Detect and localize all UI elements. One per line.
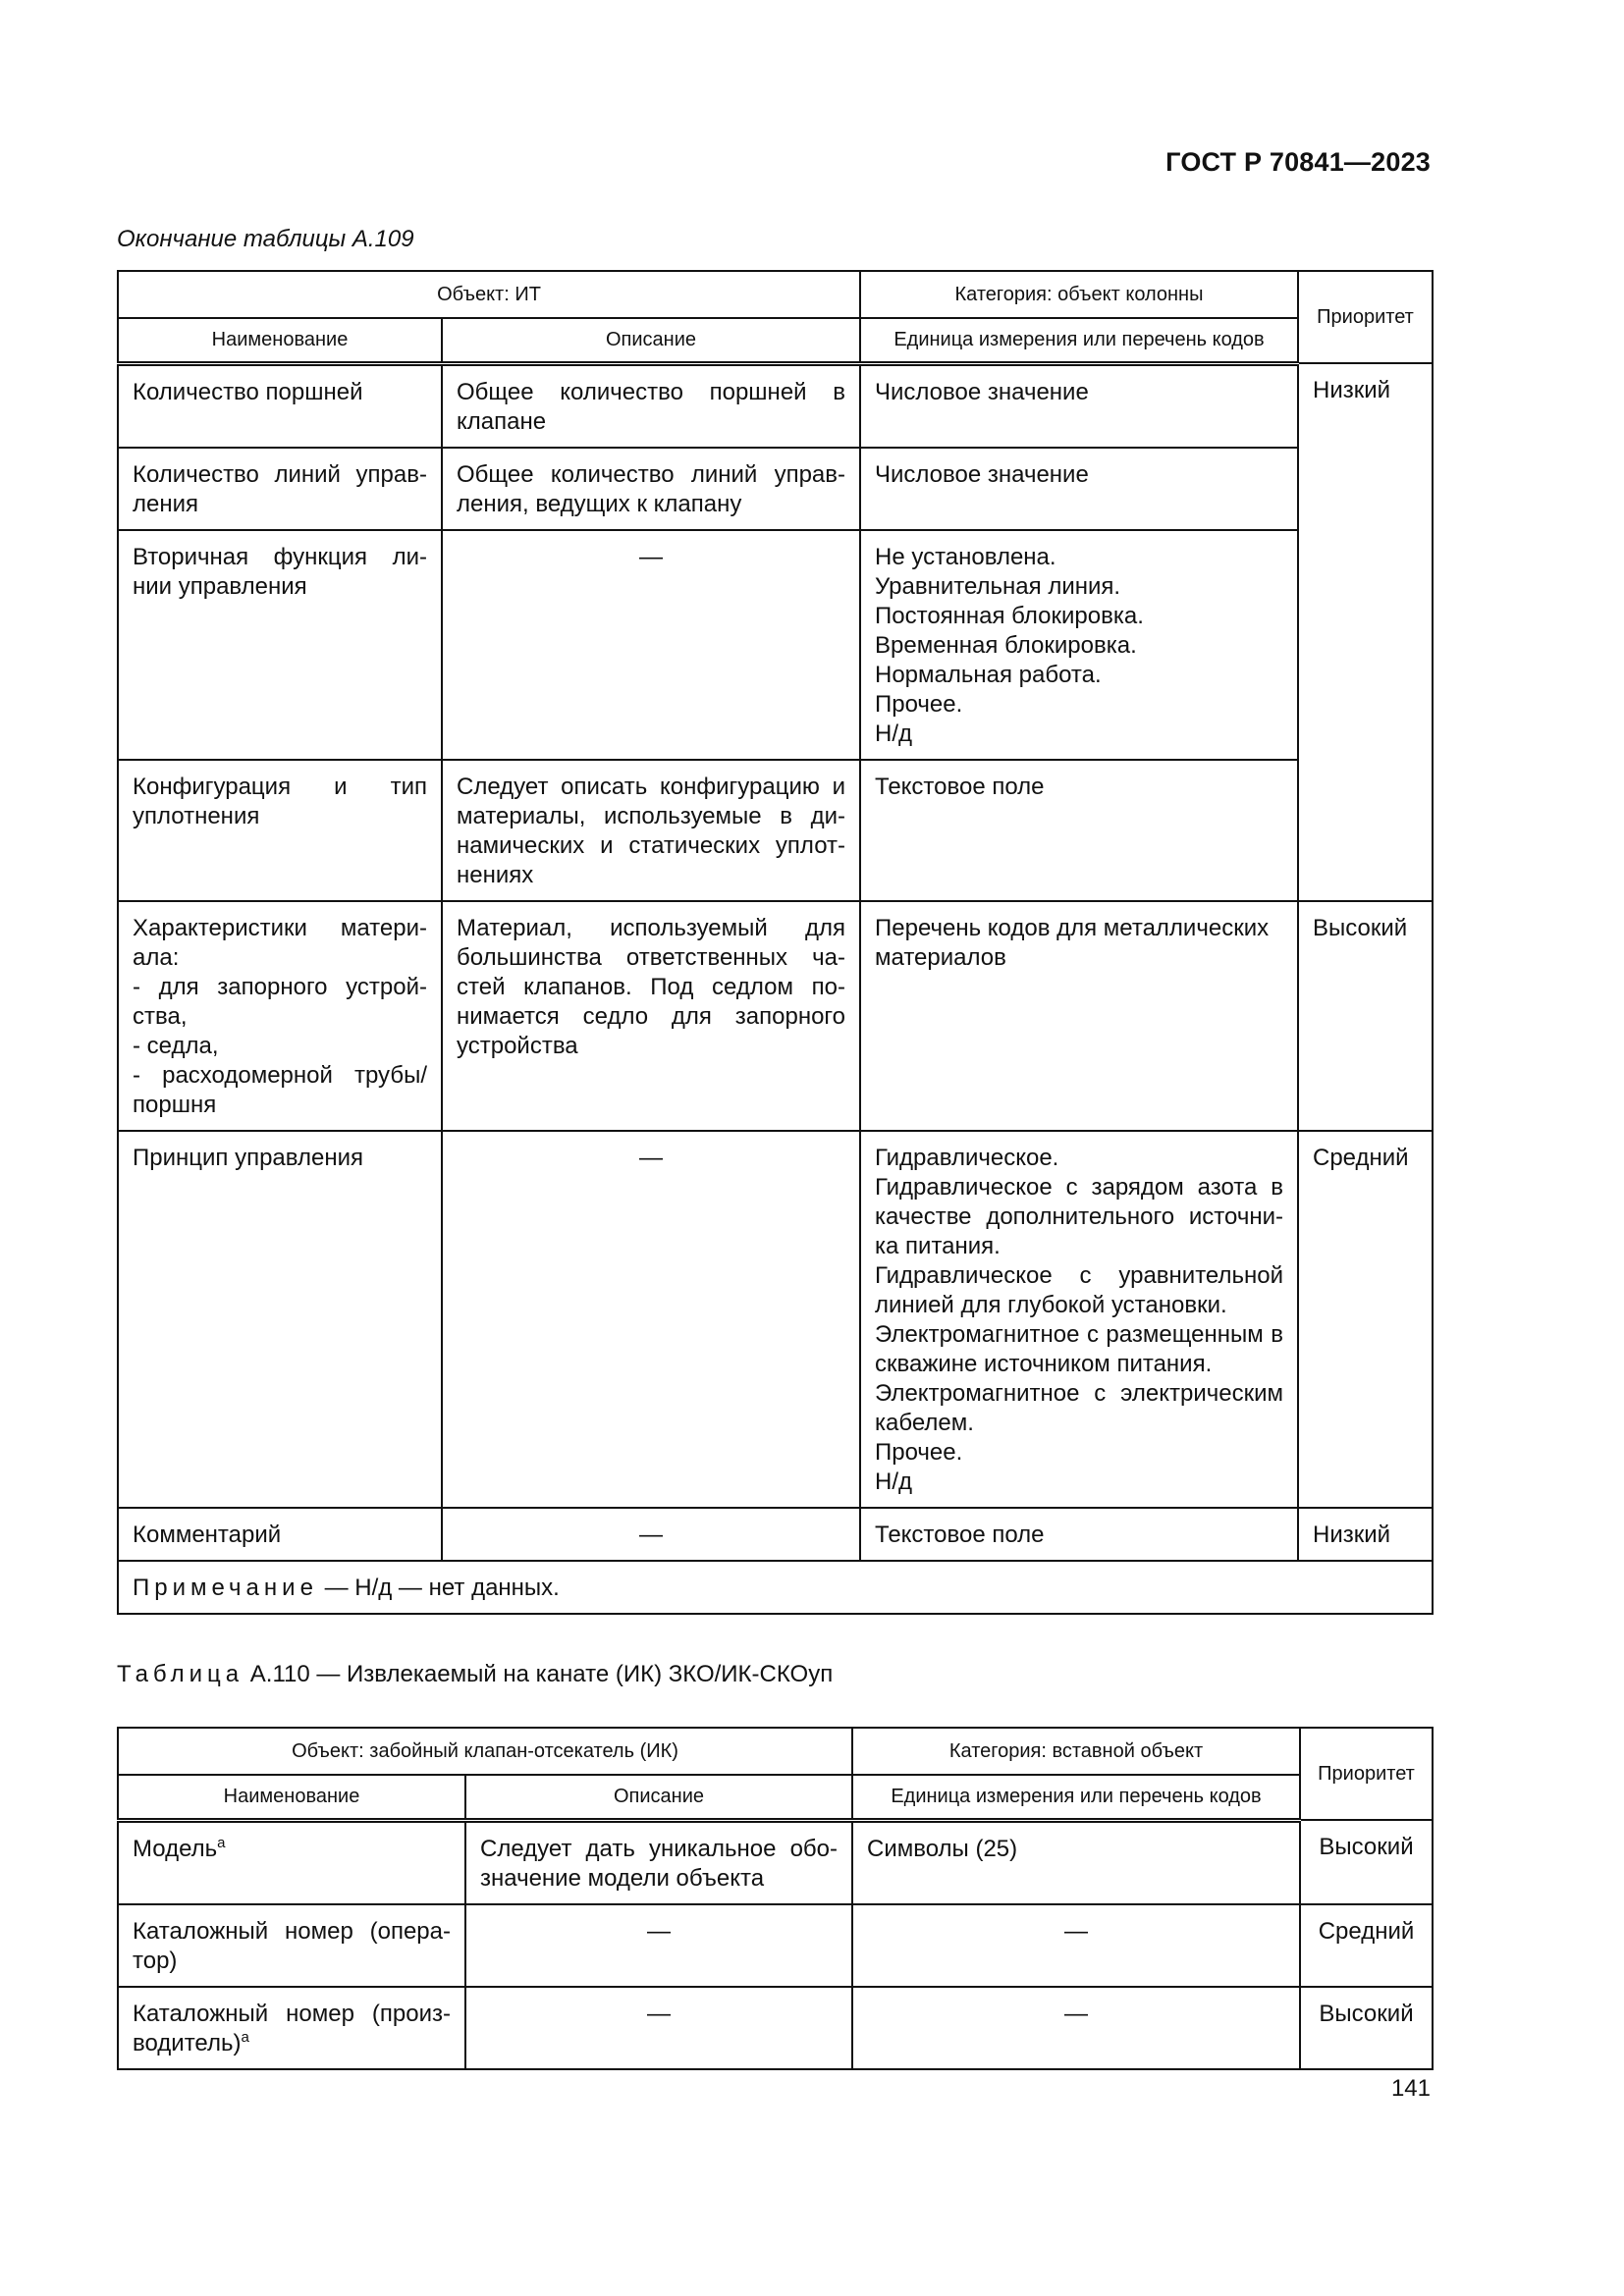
cell-priority: Средний: [1300, 1904, 1433, 1987]
cell-unit: [860, 1131, 1298, 1508]
unit-line: Прочее.: [875, 690, 963, 718]
name-line: Характеристики матери-ала:: [133, 914, 427, 971]
unit-line: Н/д: [875, 1468, 913, 1495]
name-text: Каталожный номер (опера-тор): [133, 1917, 451, 1974]
header-col-unit: Единица измерения или перечень кодов: [860, 318, 1298, 363]
unit-line: Уравнительная линия.: [875, 572, 1121, 600]
footnote-marker: a: [217, 1834, 226, 1851]
cell-unit: —: [852, 1987, 1300, 2069]
header-priority: Приоритет: [1300, 1728, 1433, 1820]
header-object: Объект: забойный клапан-отсекатель (ИК): [118, 1728, 852, 1775]
unit-line: Гидравлическое с уравнительной линией для глубокой установки.: [875, 1261, 1283, 1318]
table-a110: [117, 1727, 1434, 2070]
header-object: Объект: ИТ: [118, 271, 860, 318]
cell-name: [118, 1904, 465, 1987]
cell-name: [118, 1820, 465, 1904]
document-code: ГОСТ Р 70841—2023: [1165, 147, 1431, 177]
header-col-desc: Описание: [442, 318, 860, 363]
cell-desc: —: [442, 530, 860, 760]
cell-name: Принцип управления: [118, 1131, 442, 1508]
table-note-row: [118, 1561, 1433, 1614]
name-line: - расходомерной трубы/ поршня: [133, 1061, 427, 1118]
cell-name: [118, 901, 442, 1131]
header-col-name: Наименование: [118, 1775, 465, 1820]
table-a109-caption: Окончание таблицы А.109: [117, 226, 414, 252]
table-a110-caption: [117, 1661, 833, 1688]
cell-name: [118, 1987, 465, 2069]
unit-line: Электромагнитное с электрическим кабелем.: [875, 1379, 1283, 1436]
table-row: [118, 363, 1433, 448]
unit-line: Гидравлическое с зарядом азота в качестве дополнительного источни-ка питания.: [875, 1173, 1283, 1259]
unit-line: Н/д: [875, 720, 913, 747]
cell-desc: —: [442, 1508, 860, 1561]
cell-unit: Числовое значение: [860, 363, 1298, 448]
cell-priority: Высокий: [1300, 1987, 1433, 2069]
cell-desc: Следует описать конфигурацию и материалы, используемые в ди-намических и статических уплот-нениях: [442, 760, 860, 901]
cell-unit: —: [852, 1904, 1300, 1987]
cell-unit: Числовое значение: [860, 448, 1298, 530]
header-priority: Приоритет: [1298, 271, 1433, 363]
name-text: Каталожный номер (произ-водитель): [133, 2000, 451, 2056]
name-line: - для запорного устрой-ства,: [133, 973, 427, 1030]
note-text: — Н/д — нет данных.: [317, 1574, 560, 1601]
cell-priority: Низкий: [1298, 1508, 1433, 1561]
cell-unit: Текстовое поле: [860, 1508, 1298, 1561]
note-label: Примечание: [133, 1574, 318, 1601]
table-row: [118, 760, 1433, 901]
table-row: [118, 1987, 1433, 2069]
table-row: [118, 1508, 1433, 1561]
unit-line: Нормальная работа.: [875, 661, 1102, 688]
cell-unit: Перечень кодов для металлических материалов: [860, 901, 1298, 1131]
unit-line: Гидравлическое.: [875, 1144, 1059, 1171]
unit-line: Не установлена.: [875, 543, 1056, 570]
cell-name: Конфигурация и тип уплотнения: [118, 760, 442, 901]
cell-unit: Символы (25): [852, 1820, 1300, 1904]
header-category: Категория: вставной объект: [852, 1728, 1300, 1775]
unit-line: Постоянная блокировка.: [875, 602, 1144, 629]
table-row: [118, 1904, 1433, 1987]
page-number: 141: [1390, 2075, 1431, 2102]
cell-desc: Материал, используемый для большинства ответственных ча-стей клапанов. Под седлом по-нимается седло для запорного устройства: [442, 901, 860, 1131]
cell-desc: —: [465, 1987, 852, 2069]
cell-priority: Высокий: [1298, 901, 1433, 1131]
cell-desc: —: [465, 1904, 852, 1987]
cell-priority: Высокий: [1300, 1820, 1433, 1904]
table-a109: [117, 270, 1434, 1615]
unit-line: Временная блокировка.: [875, 631, 1137, 659]
cell-desc: Следует дать уникальное обо-значение модели объекта: [465, 1820, 852, 1904]
unit-line: Электромагнитное с размещенным в скважине источником питания.: [875, 1320, 1283, 1377]
cell-name: Комментарий: [118, 1508, 442, 1561]
unit-line: Прочее.: [875, 1438, 963, 1466]
table-note: [118, 1561, 1433, 1614]
table-row: [118, 1820, 1433, 1904]
name-line: - седла,: [133, 1032, 219, 1059]
footnote-marker: a: [241, 2028, 249, 2046]
table-row: [118, 1131, 1433, 1508]
cell-priority: Средний: [1298, 1131, 1433, 1508]
name-text: Модель: [133, 1835, 218, 1862]
cell-desc: Общее количество линий управ-ления, ведущих к клапану: [442, 448, 860, 530]
table-row: [118, 530, 1433, 760]
cell-name: Количество линий управ-ления: [118, 448, 442, 530]
caption-text: А.110 — Извлекаемый на канате (ИК) ЗКО/ИК-СКОуп: [244, 1661, 834, 1687]
cell-desc: —: [442, 1131, 860, 1508]
header-col-unit: Единица измерения или перечень кодов: [852, 1775, 1300, 1820]
table-row: [118, 901, 1433, 1131]
caption-label: Таблица: [117, 1661, 244, 1687]
cell-name: Количество поршней: [118, 363, 442, 448]
cell-priority: Низкий: [1298, 363, 1433, 901]
cell-unit: Текстовое поле: [860, 760, 1298, 901]
header-category: Категория: объект колонны: [860, 271, 1298, 318]
cell-name: Вторичная функция ли-нии управления: [118, 530, 442, 760]
cell-unit: [860, 530, 1298, 760]
cell-desc: Общее количество поршней в клапане: [442, 363, 860, 448]
header-col-desc: Описание: [465, 1775, 852, 1820]
table-row: [118, 448, 1433, 530]
header-col-name: Наименование: [118, 318, 442, 363]
